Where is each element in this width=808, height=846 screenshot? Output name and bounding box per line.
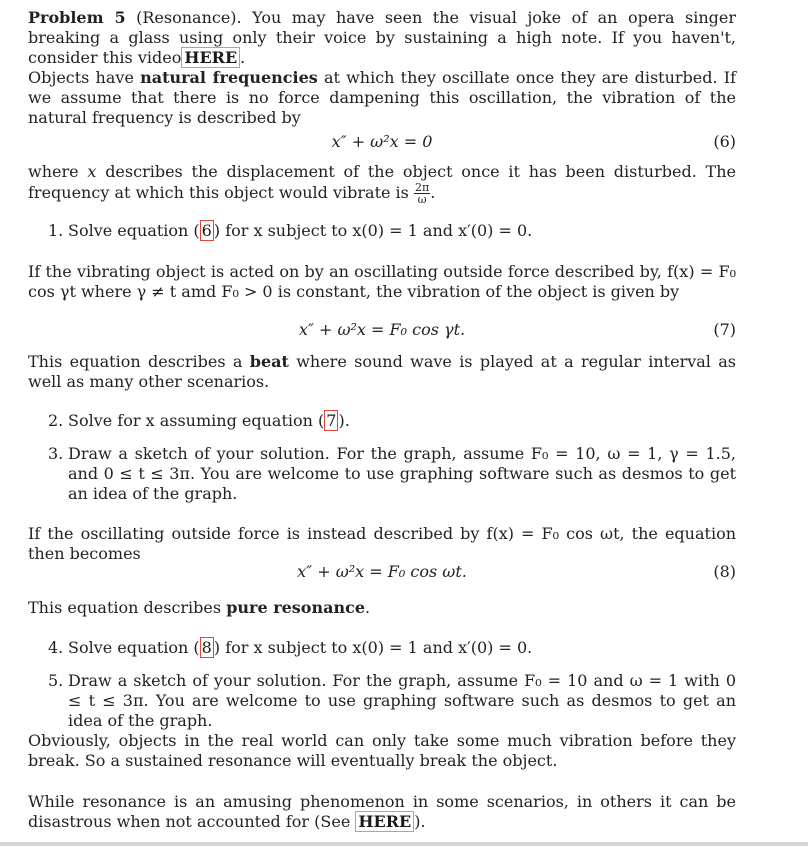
video-link[interactable]: HERE (181, 47, 240, 68)
disaster-paragraph: While resonance is an amusing phenomenon in some scenarios, in others it can be disastrous when not accounted for (See HERE ). (28, 792, 736, 831)
problem-intro: Problem 5 (Resonance). You may have seen the visual joke of an opera singer breaking a glass using only their voice by sustaining a high note. If you haven't, consider this video HERE . (28, 8, 736, 67)
natural-frequency-paragraph: Objects have natural frequencies at which they oscillate once they are disturbed. If we assume that there is no force dampening this oscillation, the vibration of the natural frequency is described by (28, 68, 736, 127)
frequency-fraction: $\frac{2\pi}{\omega}$ (414, 181, 430, 206)
equation-6 (28, 132, 736, 154)
displacement-paragraph: where x describes the displacement of the object once it has been disturbed. The frequency at which this object would vibrate is $\frac{2\pi}{\omega}$ . (28, 162, 737, 206)
beat-paragraph: This equation describes a beat where sound wave is played at a regular interval as well as many other scenarios. (28, 352, 736, 391)
question-4: 4. Solve equation ( 8 ) for x subject to x(0) = 1 and x′(0) = 0. (48, 638, 533, 657)
beat-term: beat (249, 352, 289, 371)
problem-title: Problem 5 (28, 8, 126, 27)
equation-6-reference[interactable]: 6 (201, 221, 212, 240)
equation-8-reference[interactable]: 8 (201, 638, 212, 657)
pure-resonance-paragraph: This equation describes pure resonance. (28, 598, 371, 617)
outside-force-paragraph: If the vibrating object is acted on by an oscillating outside force described by, f(x) = F₀ cos γt where γ ≠ t amd F₀ > 0 is constant, the vibration of the object is given by (28, 262, 736, 301)
question-5: 5. Draw a sketch of your solution. For the graph, assume F₀ = 10 and ω = 1 with 0 ≤ t ≤ 3π. You are welcome to use graphing software such as desmos to get an idea of the graph. (48, 671, 736, 730)
disaster-link[interactable]: HERE (355, 811, 414, 832)
question-1: 1. Solve equation ( 6 ) for x subject to x(0) = 1 and x′(0) = 0. (48, 221, 533, 240)
break-paragraph: Obviously, objects in the real world can only take some much vibration before they break. So a sustained resonance will eventually break the object. (28, 731, 736, 770)
question-4-number: 4. (48, 638, 64, 657)
question-1-number: 1. (48, 221, 64, 240)
equation-7-reference[interactable]: 7 (326, 411, 337, 430)
question-3: 3. Draw a sketch of your solution. For the graph, assume F₀ = 10, ω = 1, γ = 1.5, and 0 ≤ t ≤ 3π. You are welcome to use graphing software such as desmos to get an idea of the graph. (48, 444, 736, 503)
problem-subtitle: (Resonance). (136, 8, 242, 27)
question-2: 2. Solve for x assuming equation ( 7 ). (48, 411, 350, 430)
pure-resonance-term: pure resonance (226, 598, 366, 617)
equation-6-number: (6) (713, 132, 736, 151)
equation-7 (28, 320, 736, 342)
equation-7-number: (7) (713, 320, 736, 339)
equation-6-expression: x″ + ω²x = 0 (331, 132, 433, 151)
equation-8-number: (8) (713, 562, 736, 581)
equation-8 (28, 562, 736, 584)
page-bottom-edge (0, 842, 808, 846)
question-2-number: 2. (48, 411, 64, 430)
question-5-number: 5. (48, 671, 64, 690)
equation-7-expression: x″ + ω²x = F₀ cos γt. (298, 320, 466, 339)
equation-8-expression: x″ + ω²x = F₀ cos ωt. (297, 562, 467, 581)
question-3-number: 3. (48, 444, 64, 463)
intro-text: You may have seen the visual joke of an opera singer breaking a glass using only their voice by sustaining a high note. If you haven't, consider this video (28, 8, 736, 67)
pure-force-paragraph: If the oscillating outside force is instead described by f(x) = F₀ cos ωt, the equation then becomes (28, 524, 736, 563)
natural-frequencies-term: natural frequencies (140, 68, 318, 87)
